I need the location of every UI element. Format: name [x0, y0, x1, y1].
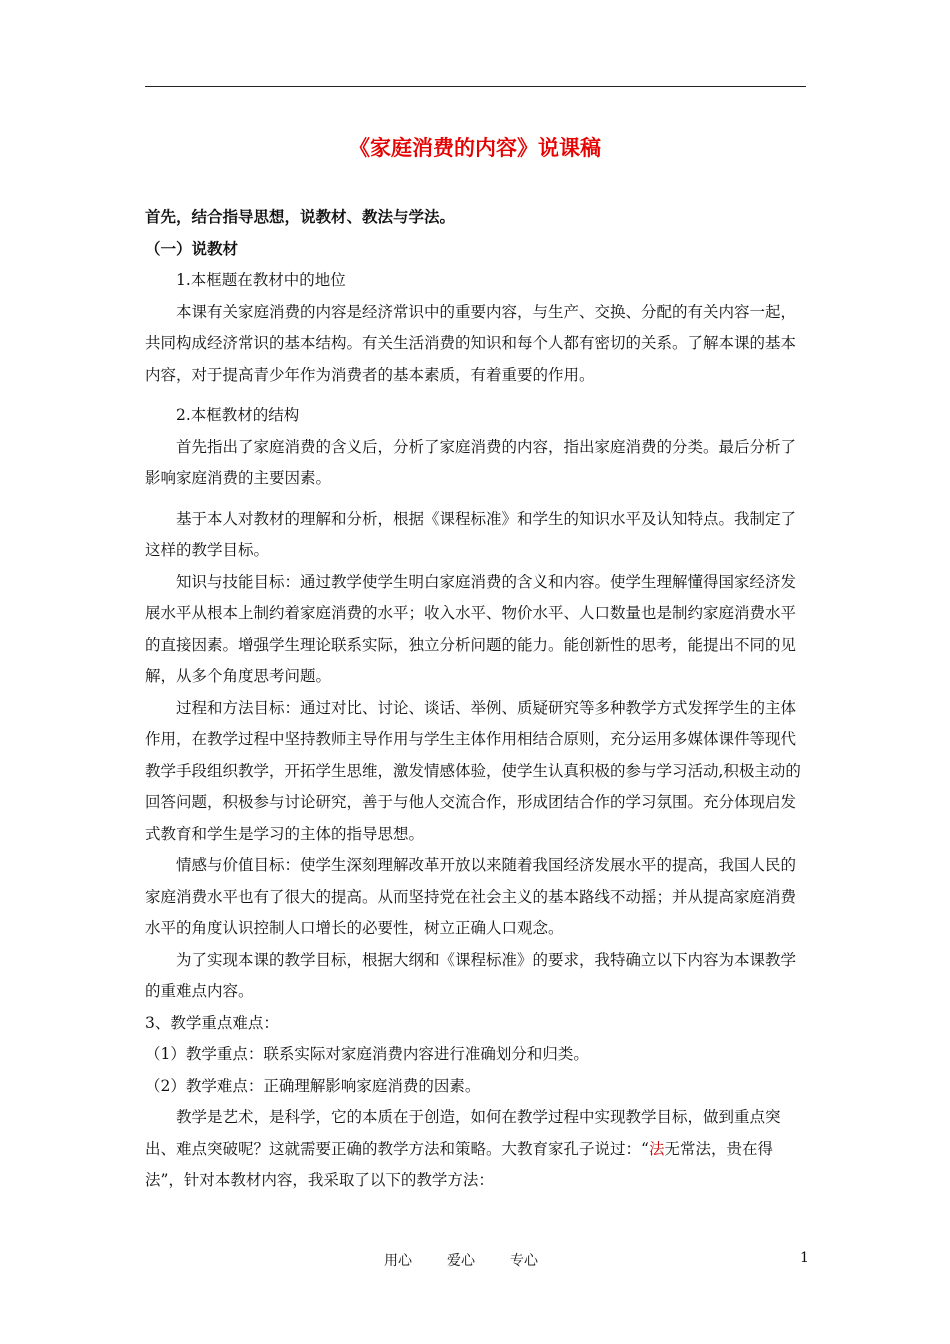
paragraph-1: 本课有关家庭消费的内容是经济常识中的重要内容，与生产、交换、分配的有关内容一起，共同构成经济常识的基本结构。有关生活消费的知识和每个人都有密切的关系。了解本课的基本内容，对于提高青少年作为消费者的基本素质，有着重要的作用。 [145, 302, 797, 384]
page-number: 1 [800, 1250, 809, 1266]
paragraph-6: 情感与价值目标：使学生深刻理解改革开放以来随着我国经济发展水平的提高，我国人民的家庭消费水平也有了很大的提高。从而坚持党在社会主义的基本路线不动摇；并从提高家庭消费水平的角度认识控制人口增长的必要性，树立正确人口观念。 [145, 856, 797, 937]
footer-motto-1: 用心 [384, 1253, 412, 1269]
header-rule [145, 86, 806, 87]
paragraph-8-part-1: 教学是艺术，是科学，它的本质在于创造，如何在教学过程中实现教学目标，做到重点突出、难点突破呢？这就需要正确的教学方法和策略。大教育家孔子说过：“ [145, 1108, 781, 1158]
paragraph-5: 过程和方法目标：通过对比、讨论、谈话、举例、质疑研究等多种教学方式发挥学生的主体作用，在教学过程中坚持教师主导作用与学生主体作用相结合原则，充分运用多媒体课件等现代教学手段组织教学，开拓学生思维，激发情感体验，使学生认真积极的参与学习活动,积极主动的回答问题，积极参与讨论研究，善于与他人交流合作，形成团结合作的学习氛围。充分体现启发式教育和学生是学习的主体的指导思想。 [145, 698, 801, 843]
paragraph-3: 基于本人对教材的理解和分析，根据《课程标准》和学生的知识水平及认知特点。我制定了这样的教学目标。 [145, 509, 797, 559]
subheading-1: 1.本框题在教材中的地位 [176, 271, 346, 289]
paragraph-8-part-2: 无常法，贵在得法”，针对本教材内容，我采取了以下的教学方法： [145, 1139, 773, 1189]
highlighted-word: 法 [648, 1139, 665, 1158]
paragraph-7: 为了实现本课的教学目标，根据大纲和《课程标准》的要求，我特确立以下内容为本课教学的重难点内容。 [145, 950, 797, 1000]
paragraph-2: 首先指出了家庭消费的含义后，分析了家庭消费的内容，指出家庭消费的分类。最后分析了影响家庭消费的主要因素。 [145, 437, 797, 487]
footer-motto-3: 专心 [510, 1253, 538, 1269]
intro-heading: 首先，结合指导思想，说教材、教法与学法。 [145, 208, 456, 226]
subheading-2: 2.本框教材的结构 [176, 406, 300, 424]
list-item: （1）教学重点：联系实际对家庭消费内容进行准确划分和归类。 [145, 1045, 589, 1063]
section-heading: （一）说教材 [145, 239, 239, 258]
document-body [145, 202, 806, 1197]
footer-motto-2: 爱心 [447, 1253, 475, 1269]
subheading-3: 3、教学重点难点： [145, 1013, 279, 1032]
list-item: （2）教学难点：正确理解影响家庭消费的因素。 [145, 1076, 481, 1095]
paragraph-8 [145, 1102, 806, 1197]
paragraph-4: 知识与技能目标：通过教学使学生明白家庭消费的含义和内容。使学生理解懂得国家经济发展水平从根本上制约着家庭消费的水平；收入水平、物价水平、人口数量也是制约家庭消费水平的直接因素。增强学生理论联系实际，独立分析问题的能力。能创新性的思考，能提出不同的见解，从多个角度思考问题。 [145, 572, 797, 685]
document-title: 《家庭消费的内容》说课稿 [349, 136, 601, 160]
